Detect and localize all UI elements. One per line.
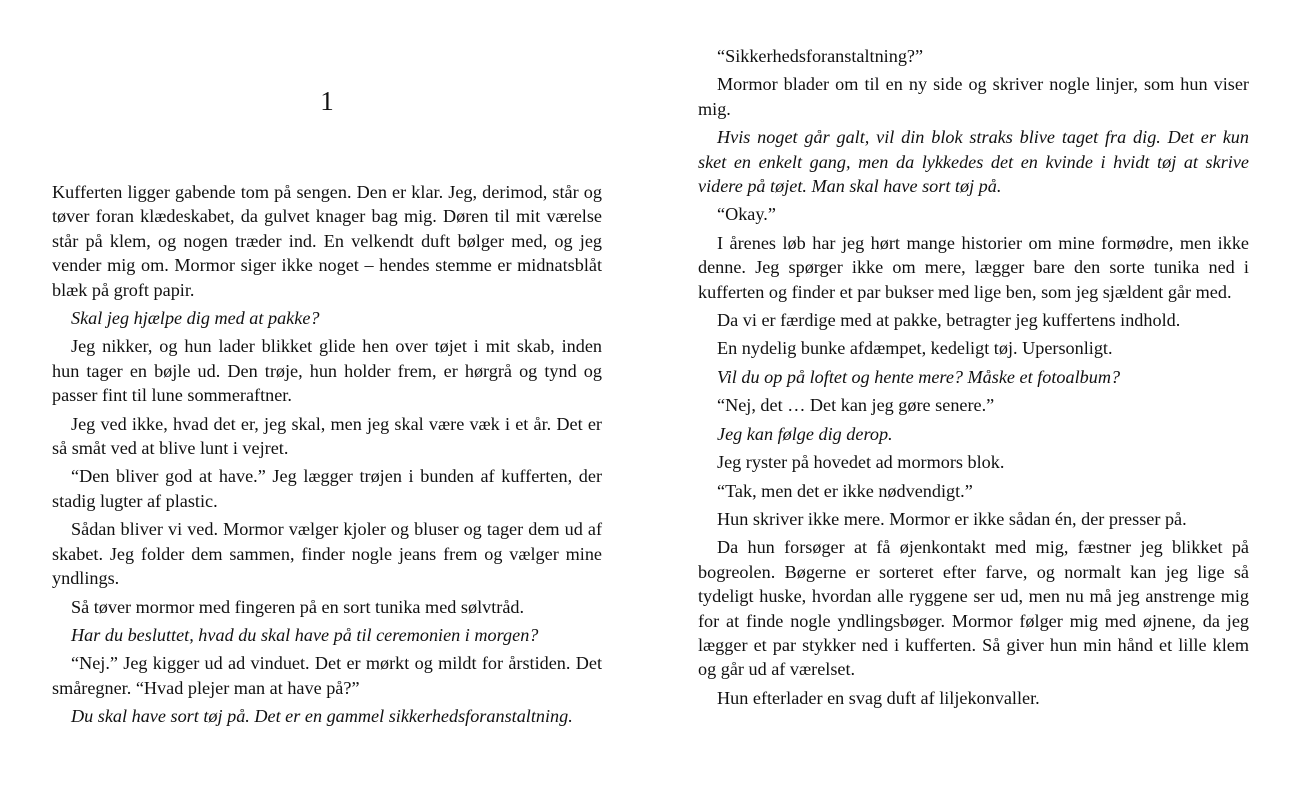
paragraph: Da hun forsøger at få øjenkontakt med mig, fæstner jeg blikket på bogreolen. Bøgerne er sorteret efter farve, og normalt kan jeg lige så tydeligt huske, hvordan alle ryggene ser ud, men nu må jeg anstrenge mig for at finde nogle yndlingsbøger. Mormor følger mig med øjnene, da jeg lægger et par stykker ned i kufferten. Så giver hun min hånd et lille klem og går ud af værelset. — [698, 537, 1249, 680]
chapter-number: 1 — [320, 86, 334, 116]
paragraph: “Sikkerhedsforanstaltning?” — [717, 46, 924, 66]
paragraph: “Den bliver god at have.” Jeg lægger trøjen i bunden af kufferten, der stadig lugter af plastic. — [52, 466, 602, 511]
paragraph: Hun efterlader en svag duft af liljekonvaller. — [717, 687, 1040, 708]
paragraph: Så tøver mormor med fingeren på en sort tunika med sølvtråd. — [71, 596, 525, 617]
paragraph: Hun skriver ikke mere. Mormor er ikke sådan én, der presser på. — [717, 508, 1187, 529]
paragraph: Kufferten ligger gabende tom på sengen. Den er klar. Jeg, derimod, står og tøver foran klædeskabet, da gulvet knager bag mig. Døren til mit værelse står på klem, og nogen træder ind. En velkendt duft bølger med, og jeg vender mig om. Mormor siger ikke noget – hendes stemme er midnatsblåt blæk på groft papir. — [52, 182, 602, 300]
paragraph: “Tak, men det er ikke nødvendigt.” — [717, 480, 973, 501]
right-page-text — [698, 44, 1249, 714]
paragraph: Jeg kan følge dig derop. — [717, 423, 893, 444]
paragraph: Sådan bliver vi ved. Mormor vælger kjoler og bluser og tager dem ud af skabet. Jeg folder dem sammen, finder nogle jeans frem og vælger mine yndlings. — [52, 519, 602, 589]
left-page-text — [52, 180, 602, 733]
paragraph: I årenes løb har jeg hørt mange historier om mine formødre, men ikke denne. Jeg spørger ikke om mere, lægger bare den sorte tunika ned i kufferten og finder et par bukser med lige ben, som jeg sjældent går med. — [698, 232, 1249, 302]
paragraph: Jeg nikker, og hun lader blikket glide hen over tøjet i mit skab, inden hun tager en bøjle ud. Den trøje, hun holder frem, er hørgrå og tynd og passer fint til lune sommeraftner. — [52, 336, 602, 406]
paragraph: Hvis noget går galt, vil din blok straks blive taget fra dig. Det er kun sket en enkelt gang, men da lykkedes det en kvinde i hvidt tøj at skrive videre på tøjet. Man skal have sort tøj på. — [698, 127, 1249, 197]
paragraph: “Nej, det … Det kan jeg gøre senere.” — [717, 395, 995, 416]
paragraph: Vil du op på loftet og hente mere? Måske et fotoalbum? — [717, 366, 1121, 387]
paragraph: En nydelig bunke afdæmpet, kedeligt tøj. Upersonligt. — [717, 338, 1113, 359]
paragraph: Jeg ved ikke, hvad det er, jeg skal, men jeg skal være væk i et år. Det er så småt ved at blive lunt i vejret. — [52, 413, 602, 459]
paragraph: Jeg ryster på hovedet ad mormors blok. — [717, 452, 1005, 473]
paragraph: Da vi er færdige med at pakke, betragter jeg kuffertens indhold. — [717, 310, 1181, 331]
paragraph: Mormor blader om til en ny side og skriver nogle linjer, som hun viser mig. — [698, 74, 1249, 119]
paragraph: “Okay.” — [717, 204, 776, 225]
paragraph: “Nej.” Jeg kigger ud ad vinduet. Det er mørkt og mildt for årstiden. Det småregner. “Hvad plejer man at have på?” — [52, 653, 602, 698]
paragraph: Du skal have sort tøj på. Det er en gammel sikkerhedsforanstaltning. — [71, 706, 573, 727]
paragraph: Har du besluttet, hvad du skal have på til ceremonien i morgen? — [71, 624, 539, 645]
paragraph: Skal jeg hjælpe dig med at pakke? — [71, 308, 320, 329]
